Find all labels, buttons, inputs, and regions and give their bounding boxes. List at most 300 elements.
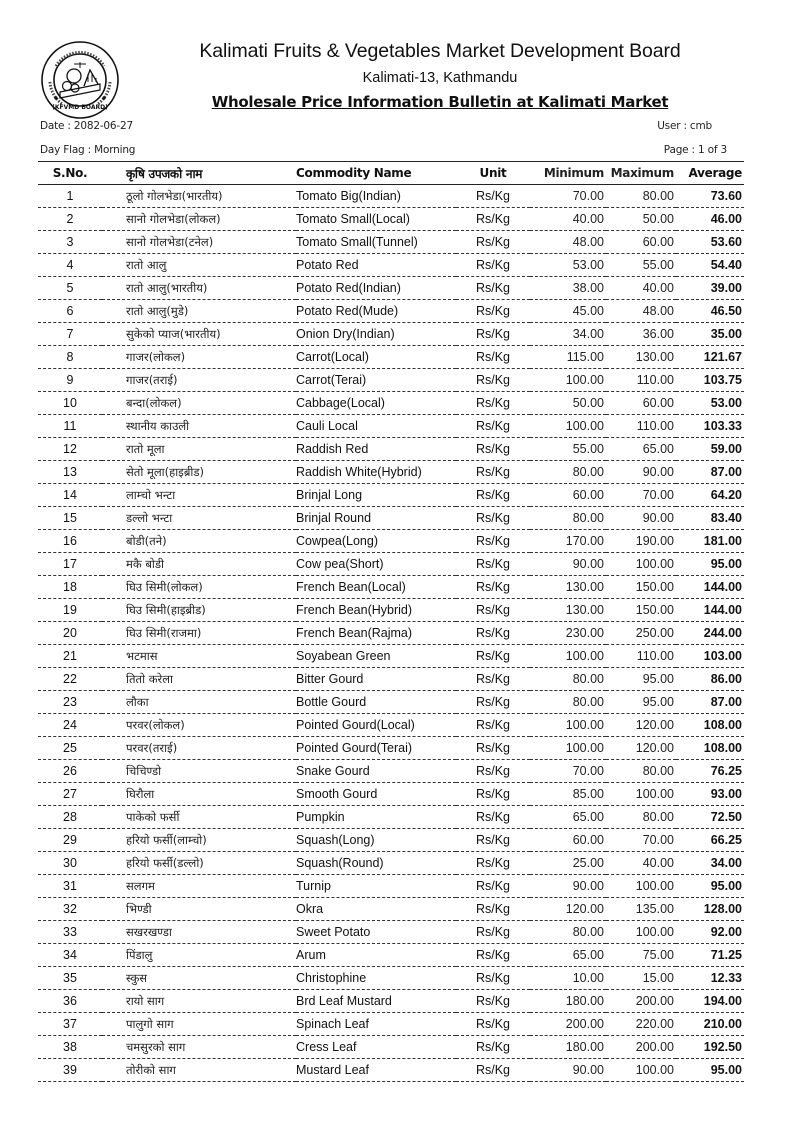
cell-sno: 22 bbox=[38, 668, 102, 691]
cell-sno: 15 bbox=[38, 507, 102, 530]
cell-nepali-name: डल्लो भन्टा bbox=[102, 507, 296, 530]
table-row bbox=[38, 438, 744, 461]
cell-unit: Rs/Kg bbox=[456, 829, 530, 852]
cell-unit: Rs/Kg bbox=[456, 967, 530, 990]
organization-title: Kalimati Fruits & Vegetables Market Development Board bbox=[199, 40, 681, 62]
cell-nepali-name: परवर(लोकल) bbox=[102, 714, 296, 737]
cell-sno: 20 bbox=[38, 622, 102, 645]
cell-minimum: 100.00 bbox=[530, 714, 606, 737]
table-row bbox=[38, 231, 744, 254]
cell-unit: Rs/Kg bbox=[456, 185, 530, 208]
cell-average: 95.00 bbox=[676, 875, 744, 898]
cell-maximum: 80.00 bbox=[606, 760, 676, 783]
cell-unit: Rs/Kg bbox=[456, 323, 530, 346]
table-row bbox=[38, 277, 744, 300]
cell-nepali-name: चिचिण्डो bbox=[102, 760, 296, 783]
cell-sno: 2 bbox=[38, 208, 102, 231]
cell-minimum: 120.00 bbox=[530, 898, 606, 921]
cell-unit: Rs/Kg bbox=[456, 852, 530, 875]
cell-average: 72.50 bbox=[676, 806, 744, 829]
cell-nepali-name: सुकेको प्याज(भारतीय) bbox=[102, 323, 296, 346]
cell-sno: 35 bbox=[38, 967, 102, 990]
cell-average: 54.40 bbox=[676, 254, 744, 277]
cell-average: 144.00 bbox=[676, 576, 744, 599]
cell-sno: 34 bbox=[38, 944, 102, 967]
cell-maximum: 220.00 bbox=[606, 1013, 676, 1036]
cell-nepali-name: सेतो मूला(हाइब्रीड) bbox=[102, 461, 296, 484]
cell-minimum: 65.00 bbox=[530, 806, 606, 829]
cell-commodity-name: Pumpkin bbox=[296, 806, 456, 829]
cell-commodity-name: Smooth Gourd bbox=[296, 783, 456, 806]
cell-average: 244.00 bbox=[676, 622, 744, 645]
cell-commodity-name: French Bean(Rajma) bbox=[296, 622, 456, 645]
cell-commodity-name: Bitter Gourd bbox=[296, 668, 456, 691]
cell-average: 59.00 bbox=[676, 438, 744, 461]
cell-maximum: 100.00 bbox=[606, 783, 676, 806]
cell-commodity-name: Tomato Big(Indian) bbox=[296, 185, 456, 208]
cell-nepali-name: सखरखण्डा bbox=[102, 921, 296, 944]
cell-maximum: 110.00 bbox=[606, 369, 676, 392]
column-header-unit: Unit bbox=[456, 162, 530, 185]
cell-maximum: 95.00 bbox=[606, 691, 676, 714]
cell-sno: 9 bbox=[38, 369, 102, 392]
table-row bbox=[38, 783, 744, 806]
cell-nepali-name: बोडी(तने) bbox=[102, 530, 296, 553]
cell-commodity-name: Okra bbox=[296, 898, 456, 921]
table-row bbox=[38, 323, 744, 346]
cell-minimum: 100.00 bbox=[530, 415, 606, 438]
cell-sno: 30 bbox=[38, 852, 102, 875]
cell-average: 103.00 bbox=[676, 645, 744, 668]
table-row bbox=[38, 967, 744, 990]
cell-commodity-name: Cabbage(Local) bbox=[296, 392, 456, 415]
cell-commodity-name: Snake Gourd bbox=[296, 760, 456, 783]
cell-unit: Rs/Kg bbox=[456, 507, 530, 530]
cell-sno: 27 bbox=[38, 783, 102, 806]
cell-sno: 39 bbox=[38, 1059, 102, 1082]
bulletin-title: Wholesale Price Information Bulletin at Kalimati Market bbox=[211, 93, 669, 111]
table-row bbox=[38, 898, 744, 921]
cell-sno: 5 bbox=[38, 277, 102, 300]
cell-commodity-name: Onion Dry(Indian) bbox=[296, 323, 456, 346]
cell-average: 87.00 bbox=[676, 461, 744, 484]
cell-average: 108.00 bbox=[676, 714, 744, 737]
cell-nepali-name: गाजर(लोकल) bbox=[102, 346, 296, 369]
cell-unit: Rs/Kg bbox=[456, 346, 530, 369]
table-row bbox=[38, 806, 744, 829]
cell-sno: 17 bbox=[38, 553, 102, 576]
cell-minimum: 230.00 bbox=[530, 622, 606, 645]
cell-maximum: 70.00 bbox=[606, 829, 676, 852]
cell-minimum: 50.00 bbox=[530, 392, 606, 415]
cell-unit: Rs/Kg bbox=[456, 714, 530, 737]
cell-maximum: 50.00 bbox=[606, 208, 676, 231]
cell-nepali-name: रातो आलु(मुडे) bbox=[102, 300, 296, 323]
cell-average: 35.00 bbox=[676, 323, 744, 346]
cell-nepali-name: परवर(तराई) bbox=[102, 737, 296, 760]
table-row bbox=[38, 1013, 744, 1036]
cell-average: 95.00 bbox=[676, 553, 744, 576]
cell-nepali-name: पालुगो साग bbox=[102, 1013, 296, 1036]
cell-maximum: 110.00 bbox=[606, 415, 676, 438]
cell-nepali-name: हरियो फर्सी(लाम्चो) bbox=[102, 829, 296, 852]
cell-average: 73.60 bbox=[676, 185, 744, 208]
table-row bbox=[38, 254, 744, 277]
cell-unit: Rs/Kg bbox=[456, 645, 530, 668]
cell-minimum: 100.00 bbox=[530, 645, 606, 668]
cell-unit: Rs/Kg bbox=[456, 461, 530, 484]
cell-minimum: 40.00 bbox=[530, 208, 606, 231]
cell-average: 121.67 bbox=[676, 346, 744, 369]
cell-average: 46.00 bbox=[676, 208, 744, 231]
cell-sno: 29 bbox=[38, 829, 102, 852]
cell-average: 95.00 bbox=[676, 1059, 744, 1082]
cell-commodity-name: Potato Red(Mude) bbox=[296, 300, 456, 323]
cell-unit: Rs/Kg bbox=[456, 484, 530, 507]
cell-commodity-name: Pointed Gourd(Terai) bbox=[296, 737, 456, 760]
cell-average: 192.50 bbox=[676, 1036, 744, 1059]
cell-maximum: 80.00 bbox=[606, 185, 676, 208]
column-header-nepali-name: कृषि उपजको नाम bbox=[102, 162, 296, 185]
cell-commodity-name: Tomato Small(Local) bbox=[296, 208, 456, 231]
cell-commodity-name: Raddish White(Hybrid) bbox=[296, 461, 456, 484]
cell-minimum: 45.00 bbox=[530, 300, 606, 323]
cell-commodity-name: Potato Red bbox=[296, 254, 456, 277]
table-row bbox=[38, 392, 744, 415]
cell-maximum: 60.00 bbox=[606, 231, 676, 254]
column-header-commodity: Commodity Name bbox=[296, 162, 456, 185]
cell-average: 66.25 bbox=[676, 829, 744, 852]
cell-nepali-name: रातो आलु(भारतीय) bbox=[102, 277, 296, 300]
cell-commodity-name: Potato Red(Indian) bbox=[296, 277, 456, 300]
cell-sno: 16 bbox=[38, 530, 102, 553]
cell-average: 34.00 bbox=[676, 852, 744, 875]
cell-unit: Rs/Kg bbox=[456, 254, 530, 277]
cell-commodity-name: Bottle Gourd bbox=[296, 691, 456, 714]
cell-maximum: 200.00 bbox=[606, 1036, 676, 1059]
cell-nepali-name: रातो मूला bbox=[102, 438, 296, 461]
cell-unit: Rs/Kg bbox=[456, 921, 530, 944]
cell-average: 210.00 bbox=[676, 1013, 744, 1036]
cell-maximum: 40.00 bbox=[606, 277, 676, 300]
cell-maximum: 55.00 bbox=[606, 254, 676, 277]
cell-nepali-name: घिउ सिमी(राजमा) bbox=[102, 622, 296, 645]
table-row bbox=[38, 507, 744, 530]
cell-average: 93.00 bbox=[676, 783, 744, 806]
table-row bbox=[38, 944, 744, 967]
cell-sno: 37 bbox=[38, 1013, 102, 1036]
cell-unit: Rs/Kg bbox=[456, 392, 530, 415]
table-row bbox=[38, 691, 744, 714]
cell-sno: 18 bbox=[38, 576, 102, 599]
cell-minimum: 80.00 bbox=[530, 668, 606, 691]
cell-maximum: 65.00 bbox=[606, 438, 676, 461]
cell-minimum: 60.00 bbox=[530, 829, 606, 852]
table-row bbox=[38, 1036, 744, 1059]
cell-nepali-name: घिउ सिमी(लोकल) bbox=[102, 576, 296, 599]
column-header-minimum: Minimum bbox=[530, 162, 606, 185]
cell-unit: Rs/Kg bbox=[456, 553, 530, 576]
cell-minimum: 80.00 bbox=[530, 507, 606, 530]
table-row bbox=[38, 553, 744, 576]
cell-sno: 31 bbox=[38, 875, 102, 898]
cell-average: 64.20 bbox=[676, 484, 744, 507]
cell-sno: 26 bbox=[38, 760, 102, 783]
cell-maximum: 15.00 bbox=[606, 967, 676, 990]
table-row bbox=[38, 208, 744, 231]
table-row bbox=[38, 622, 744, 645]
cell-maximum: 135.00 bbox=[606, 898, 676, 921]
table-body bbox=[38, 185, 744, 1082]
cell-maximum: 150.00 bbox=[606, 599, 676, 622]
cell-sno: 32 bbox=[38, 898, 102, 921]
table-row bbox=[38, 875, 744, 898]
cell-minimum: 130.00 bbox=[530, 599, 606, 622]
cell-unit: Rs/Kg bbox=[456, 277, 530, 300]
cell-commodity-name: Turnip bbox=[296, 875, 456, 898]
cell-maximum: 75.00 bbox=[606, 944, 676, 967]
cell-minimum: 38.00 bbox=[530, 277, 606, 300]
cell-average: 53.00 bbox=[676, 392, 744, 415]
cell-minimum: 130.00 bbox=[530, 576, 606, 599]
cell-sno: 10 bbox=[38, 392, 102, 415]
cell-maximum: 250.00 bbox=[606, 622, 676, 645]
cell-nepali-name: लौका bbox=[102, 691, 296, 714]
cell-commodity-name: French Bean(Local) bbox=[296, 576, 456, 599]
table-row bbox=[38, 300, 744, 323]
cell-unit: Rs/Kg bbox=[456, 231, 530, 254]
cell-sno: 1 bbox=[38, 185, 102, 208]
cell-unit: Rs/Kg bbox=[456, 760, 530, 783]
cell-average: 46.50 bbox=[676, 300, 744, 323]
cell-unit: Rs/Kg bbox=[456, 668, 530, 691]
cell-nepali-name: स्कुस bbox=[102, 967, 296, 990]
cell-nepali-name: लाम्चो भन्टा bbox=[102, 484, 296, 507]
cell-unit: Rs/Kg bbox=[456, 898, 530, 921]
cell-nepali-name: सानो गोलभेडा(लोकल) bbox=[102, 208, 296, 231]
cell-commodity-name: Brinjal Long bbox=[296, 484, 456, 507]
cell-minimum: 90.00 bbox=[530, 1059, 606, 1082]
cell-nepali-name: घिउ सिमी(हाइब्रीड) bbox=[102, 599, 296, 622]
cell-commodity-name: Sweet Potato bbox=[296, 921, 456, 944]
table-row bbox=[38, 645, 744, 668]
cell-sno: 25 bbox=[38, 737, 102, 760]
table-row bbox=[38, 461, 744, 484]
cell-maximum: 100.00 bbox=[606, 1059, 676, 1082]
cell-commodity-name: Squash(Long) bbox=[296, 829, 456, 852]
cell-commodity-name: Arum bbox=[296, 944, 456, 967]
cell-maximum: 90.00 bbox=[606, 461, 676, 484]
cell-minimum: 200.00 bbox=[530, 1013, 606, 1036]
cell-minimum: 25.00 bbox=[530, 852, 606, 875]
cell-sno: 38 bbox=[38, 1036, 102, 1059]
cell-minimum: 100.00 bbox=[530, 737, 606, 760]
cell-minimum: 85.00 bbox=[530, 783, 606, 806]
cell-nepali-name: तोरीको साग bbox=[102, 1059, 296, 1082]
cell-maximum: 150.00 bbox=[606, 576, 676, 599]
cell-commodity-name: Tomato Small(Tunnel) bbox=[296, 231, 456, 254]
cell-commodity-name: Carrot(Terai) bbox=[296, 369, 456, 392]
cell-nepali-name: चमसुरको साग bbox=[102, 1036, 296, 1059]
cell-unit: Rs/Kg bbox=[456, 415, 530, 438]
cell-average: 128.00 bbox=[676, 898, 744, 921]
cell-maximum: 120.00 bbox=[606, 737, 676, 760]
cell-maximum: 60.00 bbox=[606, 392, 676, 415]
cell-sno: 4 bbox=[38, 254, 102, 277]
cell-average: 181.00 bbox=[676, 530, 744, 553]
cell-maximum: 100.00 bbox=[606, 921, 676, 944]
cell-average: 71.25 bbox=[676, 944, 744, 967]
cell-unit: Rs/Kg bbox=[456, 576, 530, 599]
cell-minimum: 170.00 bbox=[530, 530, 606, 553]
table-row bbox=[38, 576, 744, 599]
cell-minimum: 65.00 bbox=[530, 944, 606, 967]
cell-average: 103.75 bbox=[676, 369, 744, 392]
table-row bbox=[38, 484, 744, 507]
cell-nepali-name: मकै बोडी bbox=[102, 553, 296, 576]
cell-commodity-name: Carrot(Local) bbox=[296, 346, 456, 369]
cell-maximum: 80.00 bbox=[606, 806, 676, 829]
cell-commodity-name: Cow pea(Short) bbox=[296, 553, 456, 576]
report-user: User : cmb bbox=[657, 120, 712, 132]
day-flag: Day Flag : Morning bbox=[40, 144, 136, 156]
cell-maximum: 200.00 bbox=[606, 990, 676, 1013]
cell-maximum: 95.00 bbox=[606, 668, 676, 691]
table-row bbox=[38, 829, 744, 852]
cell-minimum: 80.00 bbox=[530, 691, 606, 714]
cell-sno: 21 bbox=[38, 645, 102, 668]
cell-commodity-name: Soyabean Green bbox=[296, 645, 456, 668]
table-row bbox=[38, 737, 744, 760]
cell-nepali-name: रायो साग bbox=[102, 990, 296, 1013]
cell-commodity-name: Brinjal Round bbox=[296, 507, 456, 530]
organization-address: Kalimati-13, Kathmandu bbox=[362, 70, 518, 86]
cell-sno: 11 bbox=[38, 415, 102, 438]
cell-minimum: 70.00 bbox=[530, 185, 606, 208]
cell-maximum: 130.00 bbox=[606, 346, 676, 369]
cell-commodity-name: Cowpea(Long) bbox=[296, 530, 456, 553]
cell-sno: 13 bbox=[38, 461, 102, 484]
cell-nepali-name: भिण्डी bbox=[102, 898, 296, 921]
cell-sno: 14 bbox=[38, 484, 102, 507]
cell-sno: 6 bbox=[38, 300, 102, 323]
cell-minimum: 115.00 bbox=[530, 346, 606, 369]
table-header bbox=[38, 162, 744, 185]
cell-minimum: 53.00 bbox=[530, 254, 606, 277]
cell-sno: 12 bbox=[38, 438, 102, 461]
table-row bbox=[38, 714, 744, 737]
column-header-average: Average bbox=[676, 162, 744, 185]
table-row bbox=[38, 1059, 744, 1082]
cell-nepali-name: पिंडालु bbox=[102, 944, 296, 967]
cell-sno: 8 bbox=[38, 346, 102, 369]
cell-unit: Rs/Kg bbox=[456, 875, 530, 898]
table-row bbox=[38, 990, 744, 1013]
cell-maximum: 36.00 bbox=[606, 323, 676, 346]
column-header-maximum: Maximum bbox=[606, 162, 676, 185]
cell-sno: 24 bbox=[38, 714, 102, 737]
cell-sno: 28 bbox=[38, 806, 102, 829]
cell-commodity-name: French Bean(Hybrid) bbox=[296, 599, 456, 622]
cell-unit: Rs/Kg bbox=[456, 1013, 530, 1036]
cell-average: 87.00 bbox=[676, 691, 744, 714]
cell-maximum: 90.00 bbox=[606, 507, 676, 530]
table-row bbox=[38, 369, 744, 392]
cell-minimum: 180.00 bbox=[530, 990, 606, 1013]
cell-maximum: 40.00 bbox=[606, 852, 676, 875]
cell-average: 108.00 bbox=[676, 737, 744, 760]
cell-commodity-name: Squash(Round) bbox=[296, 852, 456, 875]
cell-nepali-name: घिरौला bbox=[102, 783, 296, 806]
cell-commodity-name: Christophine bbox=[296, 967, 456, 990]
board-seal-logo-icon bbox=[40, 40, 120, 120]
cell-unit: Rs/Kg bbox=[456, 438, 530, 461]
cell-maximum: 48.00 bbox=[606, 300, 676, 323]
cell-unit: Rs/Kg bbox=[456, 783, 530, 806]
cell-unit: Rs/Kg bbox=[456, 737, 530, 760]
cell-minimum: 10.00 bbox=[530, 967, 606, 990]
cell-unit: Rs/Kg bbox=[456, 300, 530, 323]
cell-commodity-name: Pointed Gourd(Local) bbox=[296, 714, 456, 737]
cell-unit: Rs/Kg bbox=[456, 944, 530, 967]
cell-nepali-name: सलगम bbox=[102, 875, 296, 898]
cell-commodity-name: Spinach Leaf bbox=[296, 1013, 456, 1036]
cell-maximum: 70.00 bbox=[606, 484, 676, 507]
cell-average: 103.33 bbox=[676, 415, 744, 438]
page-indicator: Page : 1 of 3 bbox=[663, 144, 727, 156]
cell-maximum: 120.00 bbox=[606, 714, 676, 737]
table-row bbox=[38, 668, 744, 691]
cell-unit: Rs/Kg bbox=[456, 622, 530, 645]
cell-nepali-name: रातो आलु bbox=[102, 254, 296, 277]
table-row bbox=[38, 921, 744, 944]
table-row bbox=[38, 760, 744, 783]
cell-minimum: 80.00 bbox=[530, 461, 606, 484]
cell-maximum: 100.00 bbox=[606, 553, 676, 576]
cell-nepali-name: हरियो फर्सी(डल्लो) bbox=[102, 852, 296, 875]
cell-commodity-name: Cress Leaf bbox=[296, 1036, 456, 1059]
cell-minimum: 80.00 bbox=[530, 921, 606, 944]
cell-sno: 23 bbox=[38, 691, 102, 714]
cell-average: 53.60 bbox=[676, 231, 744, 254]
cell-average: 144.00 bbox=[676, 599, 744, 622]
cell-nepali-name: बन्दा(लोकल) bbox=[102, 392, 296, 415]
cell-unit: Rs/Kg bbox=[456, 599, 530, 622]
cell-nepali-name: ठूलो गोलभेडा(भारतीय) bbox=[102, 185, 296, 208]
cell-average: 39.00 bbox=[676, 277, 744, 300]
cell-minimum: 55.00 bbox=[530, 438, 606, 461]
cell-commodity-name: Brd Leaf Mustard bbox=[296, 990, 456, 1013]
cell-nepali-name: गाजर(तराई) bbox=[102, 369, 296, 392]
cell-average: 92.00 bbox=[676, 921, 744, 944]
cell-sno: 19 bbox=[38, 599, 102, 622]
cell-minimum: 34.00 bbox=[530, 323, 606, 346]
cell-nepali-name: तितो करेला bbox=[102, 668, 296, 691]
table-row bbox=[38, 185, 744, 208]
cell-nepali-name: स्थानीय काउली bbox=[102, 415, 296, 438]
cell-unit: Rs/Kg bbox=[456, 369, 530, 392]
column-header-sno: S.No. bbox=[38, 162, 102, 185]
cell-nepali-name: सानो गोलभेडा(टनेल) bbox=[102, 231, 296, 254]
cell-commodity-name: Raddish Red bbox=[296, 438, 456, 461]
cell-minimum: 90.00 bbox=[530, 553, 606, 576]
cell-minimum: 180.00 bbox=[530, 1036, 606, 1059]
price-table bbox=[38, 161, 744, 1082]
table-row bbox=[38, 346, 744, 369]
cell-minimum: 100.00 bbox=[530, 369, 606, 392]
cell-average: 76.25 bbox=[676, 760, 744, 783]
cell-sno: 33 bbox=[38, 921, 102, 944]
